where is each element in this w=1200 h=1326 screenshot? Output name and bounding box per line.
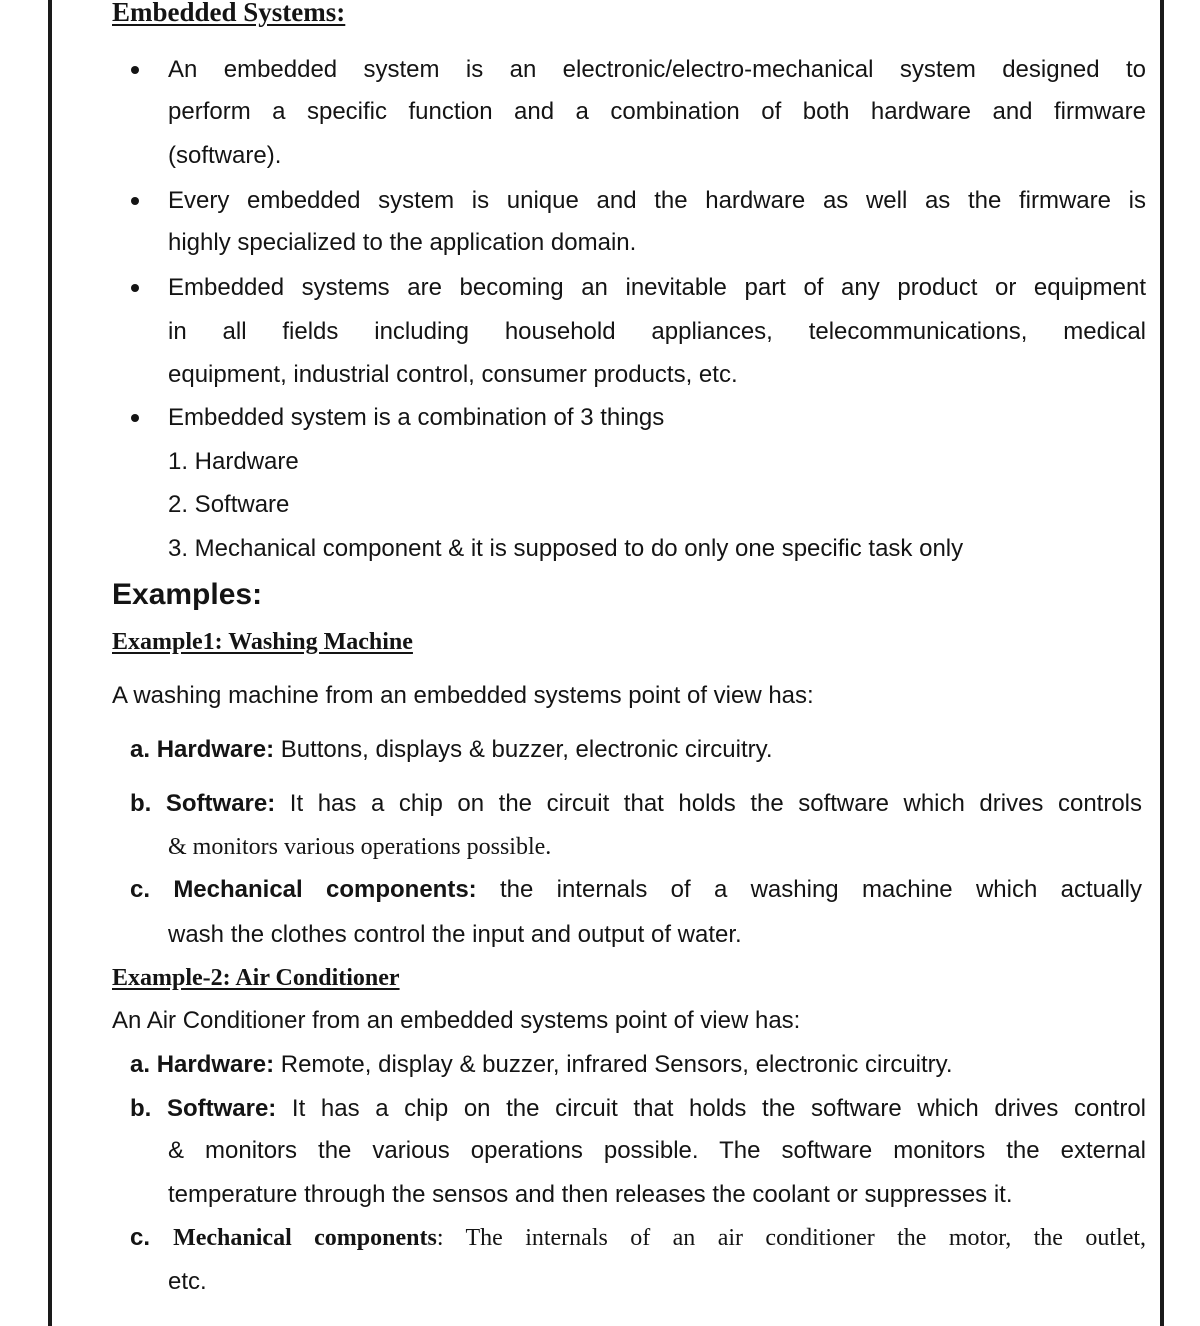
bullet-2-line-1: Every embedded system is unique and the hardware as well as the firmware is [168,187,1146,214]
numbered-item-1: 1. Hardware [168,448,299,475]
bullet-2-line-2: highly specialized to the application domain. [168,229,637,256]
item-text: Buttons, displays & buzzer, electronic circuitry. [274,736,773,763]
section-title: Embedded Systems: [112,0,346,27]
item-marker: a. [130,736,151,763]
item-marker: b. [130,790,152,817]
example-2-intro: An Air Conditioner from an embedded systems point of view has: [112,1007,801,1034]
bullet-1-line-3: (software). [168,142,282,169]
item-text: the internals of a washing machine which actually [476,876,1142,903]
item-marker: a. [130,1051,151,1078]
item-label: Hardware: [156,1051,275,1078]
bullet-icon [131,414,139,422]
bullet-icon [131,197,139,205]
example-1-intro: A washing machine from an embedded systems point of view has: [112,682,814,709]
bullet-4-line-1: Embedded system is a combination of 3 things [168,404,665,431]
item-label: Software: [166,1095,277,1122]
item-marker: b. [130,1095,152,1122]
example-1-item-c [130,876,1142,904]
bullet-1-line-2: perform a specific function and a combination of both hardware and firmware [168,98,1146,125]
item-label: Software: [165,790,276,817]
item-label: Mechanical components [173,1225,437,1251]
bullet-3-line-1: Embedded systems are becoming an inevitable part of any product or equipment [168,274,1146,301]
example-1-item-c-cont: wash the clothes control the input and output of water. [168,921,742,948]
item-text: : The internals of an air conditioner the motor, the outlet, [436,1225,1147,1251]
example-1-item-b [130,790,1142,818]
numbered-item-3: 3. Mechanical component & it is supposed to do only one specific task only [168,535,964,562]
item-marker: c. [130,876,151,903]
example-2-item-c-cont: etc. [168,1268,207,1295]
item-label: Hardware: [156,736,275,763]
example-1-item-a [130,736,772,764]
bullet-icon [131,284,139,292]
bullet-3-line-2: in all fields including household appliances, telecommunications, medical [168,318,1146,345]
item-label: Mechanical components: [173,876,477,903]
example-2-title: Example-2: Air Conditioner [112,965,400,991]
example-1-item-b-cont: & monitors various operations possible. [168,834,552,860]
example-1-title: Example1: Washing Machine [112,629,413,655]
example-2-item-c [130,1224,1146,1252]
bullet-1-line-1: An embedded system is an electronic/electro-mechanical system designed to [168,56,1146,83]
item-text: It has a chip on the circuit that holds the software which drives controls [275,790,1143,817]
example-2-item-b [130,1095,1146,1123]
bullet-icon [131,66,139,74]
example-2-item-b-cont-2: temperature through the sensos and then releases the coolant or suppresses it. [168,1181,1013,1208]
bullet-3-line-3: equipment, industrial control, consumer products, etc. [168,361,738,388]
item-marker: c. [130,1224,151,1251]
numbered-item-2: 2. Software [168,491,290,518]
examples-heading: Examples: [112,578,263,611]
item-text: Remote, display & buzzer, infrared Sensors, electronic circuitry. [274,1051,953,1078]
example-2-item-a [130,1051,953,1079]
item-text: It has a chip on the circuit that holds the software which drives control [276,1095,1147,1122]
example-2-item-b-cont-1: & monitors the various operations possible. The software monitors the external [168,1137,1146,1164]
